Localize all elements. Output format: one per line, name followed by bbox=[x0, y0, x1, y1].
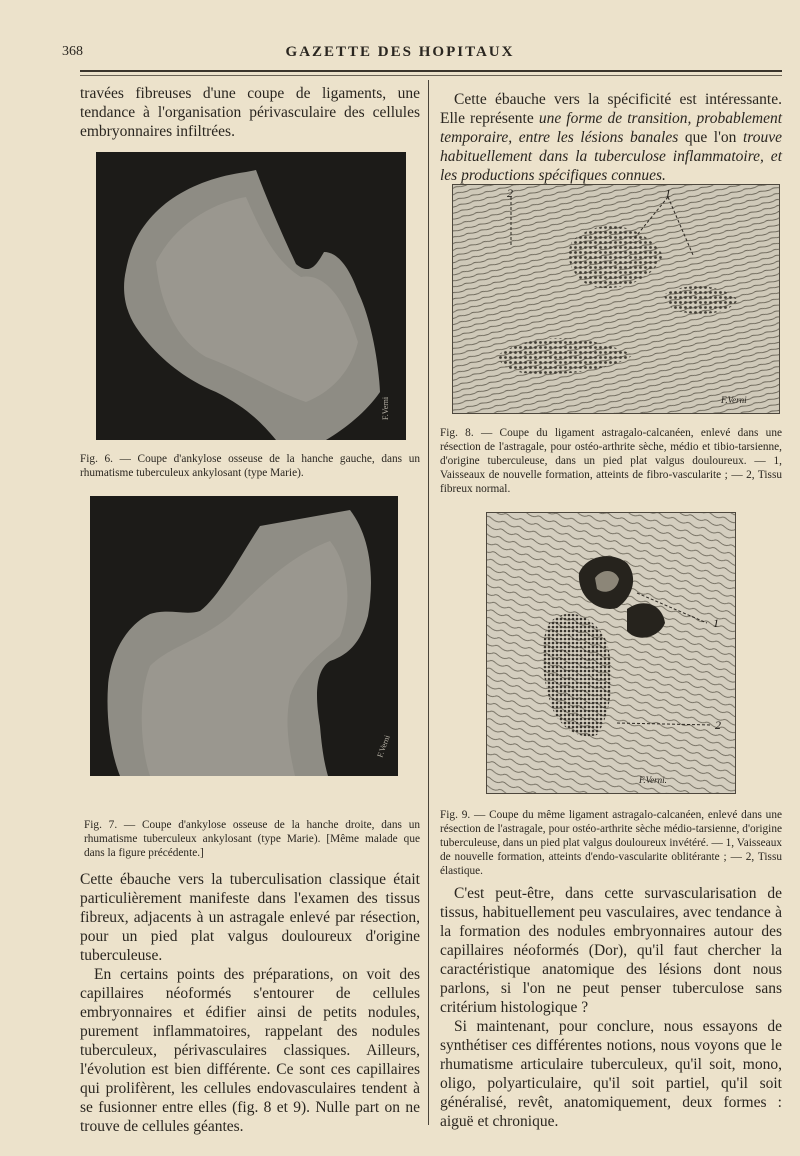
figure-9-caption: Fig. 9. — Coupe du même ligament astragalo-calcanéen, enlevé dans une résection de l'astragale, pour ostéo-arthrite sèche médio-tarsienne, d'origine tuberculeuse, dans un pied plat valgus douloureux invétéré. — 1, Vaisseaux de nouvelle formation, atteints d'endo-vascularite oblitérante ; — 2, Tissu élastique. bbox=[440, 809, 782, 877]
figure-6-caption-block bbox=[80, 452, 420, 480]
figure-9-label-2: 2 bbox=[715, 718, 721, 732]
column-divider bbox=[428, 80, 429, 1125]
right-column-top-paragraph bbox=[440, 90, 782, 185]
page-number: 368 bbox=[62, 44, 83, 59]
paragraph: En certains points des préparations, on voit des capillaires néoformés s'entourer de cellules embryonnaires et édifier ainsi de petits nodules, purement inflammatoires, rappelant des nodules tuberculeux, périvasculaires classiques. Ailleurs, l'évolution est bien différente. Ce sont ces capillaires qui prolifèrent, les cellules endovasculaires tendent à se fusionner entre elles (fig. 8 et 9). Nulle part on ne trouve de cellules géantes. bbox=[80, 966, 420, 1135]
italic-run: une forme de transition, probablement temporaire, entre les lésions banales bbox=[440, 110, 783, 146]
right-column-body bbox=[440, 884, 782, 1131]
figure-7-caption-block bbox=[84, 818, 420, 860]
figure-8-caption: Fig. 8. — Coupe du ligament astragalo-calcanéen, enlevé dans une résection de l'astragale, pour ostéo-arthrite sèche, médio et tibio-tarsienne, d'origine tuberculeuse, dans un pied plat valgus douloureux. — 1, Vaisseaux de nouvelle formation, atteints de fibro-vascularite ; — 2, Tissu fibreux normal. bbox=[440, 427, 782, 495]
figure-6-caption: Fig. 6. — Coupe d'ankylose osseuse de la hanche gauche, dans un rhumatisme tuberculeux ankylosant (type Marie). bbox=[80, 453, 420, 479]
figure-8-signature: F.Verni bbox=[721, 395, 747, 405]
paragraph: C'est peut-être, dans cette survascularisation de tissus, habituellement peu vasculaires, avec tendance à la formation des nodules embryonnaires autour des capillaires néoformés (Dor), qu'il faut chercher la caractéristique anatomique des lésions dont nous parlons, si l'on ne peut penser tuberculose sans critérium histologique ? bbox=[440, 885, 782, 1016]
figure-9-signature: F.Verni. bbox=[639, 775, 667, 785]
journal-title: GAZETTE DES HOPITAUX bbox=[285, 44, 515, 60]
figure-8-label-1: 1 bbox=[665, 186, 671, 200]
paragraph: Si maintenant, pour conclure, nous essayons de synthétiser ces différentes notions, nous voyons que le rhumatisme articulaire tuberculeux, qu'il soit, mono, oligo, polyarticulaire, qu'il soit partiel, qu'il soit généralisé, revêt, anatomiquement, deux formes : aiguë et chronique. bbox=[440, 1018, 782, 1130]
header-rule-thin bbox=[80, 75, 782, 76]
figure-7-caption: Fig. 7. — Coupe d'ankylose osseuse de la hanche droite, dans un rhumatisme tuberculeux ankylosant (type Marie). [Même malade que dans la figure précédente.] bbox=[84, 819, 420, 859]
figure-9-label-1: 1 bbox=[713, 616, 719, 630]
italic-run: trouve habituellement dans la tuberculose inflammatoire, et les productions spécifiques connues. bbox=[440, 129, 782, 184]
figure-6-image bbox=[96, 152, 406, 440]
text-run: Cette ébauche vers la spécificité est intéressante. Elle représente bbox=[440, 91, 782, 127]
paragraph: Cette ébauche vers la tuberculisation classique était particulièrement manifeste dans l'examen des tissus fibreux, adjacents à un astragale enlevé par résection, pour un pied plat valgus douloureux d'origine tuberculeuse. bbox=[80, 871, 420, 964]
paragraph bbox=[440, 90, 782, 185]
figure-7-signature: F.Verni bbox=[375, 733, 392, 759]
text-run: que l'on bbox=[678, 129, 743, 146]
figure-6-signature: F.Verni bbox=[381, 396, 390, 420]
figure-9-image bbox=[486, 512, 736, 794]
figure-8-image bbox=[452, 184, 780, 414]
header-rule bbox=[80, 70, 782, 72]
left-column-body bbox=[80, 870, 420, 1136]
paragraph: travées fibreuses d'une coupe de ligaments, une tendance à l'organisation périvasculaire des cellules embryonnaires infiltrées. bbox=[80, 85, 420, 140]
figure-7-image bbox=[90, 496, 398, 776]
figure-9-caption-block bbox=[440, 808, 782, 878]
figure-8-label-2: 2 bbox=[507, 186, 513, 200]
left-column-top-paragraph bbox=[80, 84, 420, 141]
figure-8-caption-block bbox=[440, 426, 782, 496]
